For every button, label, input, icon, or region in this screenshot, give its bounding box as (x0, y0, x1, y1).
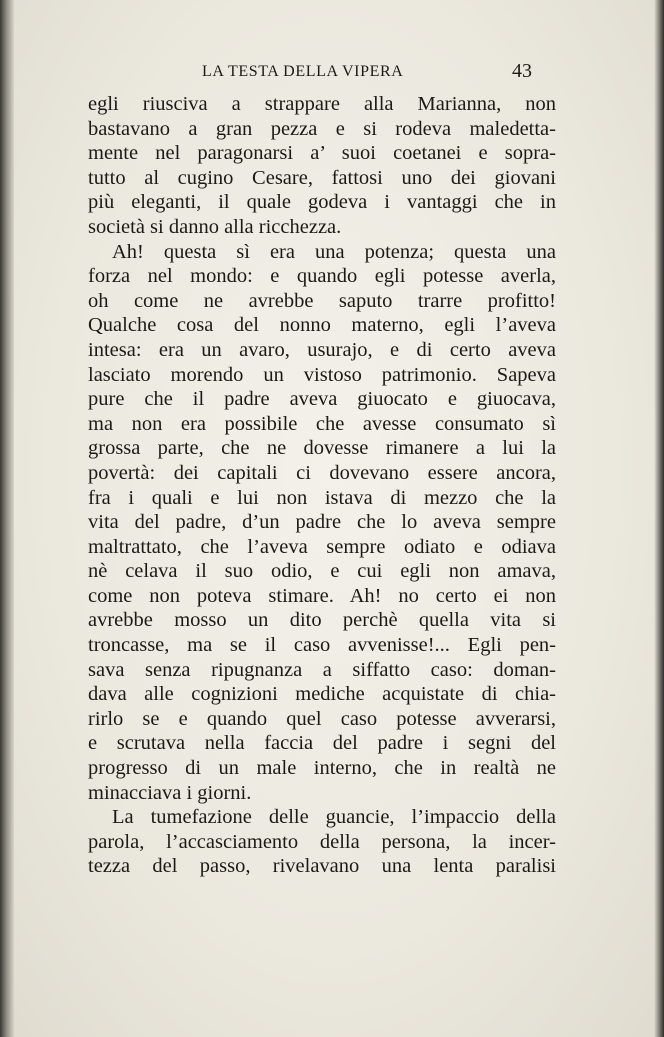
text-line: parola, l’accasciamento della persona, la incer- (88, 830, 556, 853)
text-line: tezza del passo, rivelavano una lenta paralisi (88, 855, 556, 878)
text-line: dava alle cognizioni mediche acquistate di chia- (88, 683, 556, 706)
text-line: società si danno alla ricchezza. (88, 215, 342, 238)
text-line: minacciava i giorni. (88, 781, 252, 804)
text-line: lasciato morendo un vistoso patrimonio. Sapeva (88, 363, 556, 386)
text-line: fra i quali e lui non istava di mezzo che la (88, 486, 556, 509)
text-line: maltrattato, che l’aveva sempre odiato e odiava (88, 535, 556, 558)
text-line: oh come ne avrebbe saputo trarre profitto! (88, 289, 556, 312)
text-line: troncasse, ma se il caso avvenisse!... Egli pen- (88, 634, 556, 657)
text-line: La tumefazione delle guancie, l’impaccio della (112, 806, 556, 829)
text-line: egli riusciva a strappare alla Marianna, non (88, 93, 556, 115)
text-line: povertà: dei capitali ci dovevano essere ancora, (88, 461, 556, 484)
text-line: Ah! questa sì era una potenza; questa una (112, 240, 556, 263)
text-line: ma non era possibile che avesse consumato sì (88, 412, 556, 435)
text-line: tutto al cugino Cesare, fattosi uno dei giovani (88, 166, 556, 189)
text-line: sava senza ripugnanza a siffatto caso: doman- (88, 658, 556, 681)
text-line: bastavano a gran pezza e si rodeva maledetta- (88, 117, 556, 140)
text-line: nè celava il suo odio, e cui egli non amava, (88, 560, 556, 583)
text-line: pure che il padre aveva giuocato e giuocava, (88, 388, 556, 411)
text-line: grossa parte, che ne dovesse rimanere a lui la (88, 437, 556, 460)
text-line: più eleganti, il quale godeva i vantaggi che in (88, 191, 556, 214)
text-line: forza nel mondo: e quando egli potesse averla, (88, 265, 556, 288)
running-title: LA TESTA DELLA VIPERA (202, 63, 404, 80)
book-spine-shadow (0, 0, 14, 1037)
text-line: progresso di un male interno, che in realtà ne (88, 757, 556, 780)
text-line: e scrutava nella faccia del padre i segni del (88, 732, 556, 755)
page-edge-shadow (654, 0, 664, 1037)
text-line: mente nel paragonarsi a’ suoi coetanei e sopra- (88, 142, 556, 165)
text-line: rirlo se e quando quel caso potesse avverarsi, (88, 707, 556, 730)
text-line: avrebbe mosso un dito perchè quella vita si (88, 609, 556, 632)
text-line: Qualche cosa del nonno materno, egli l’aveva (88, 314, 556, 337)
body-text (88, 92, 556, 879)
page-header (88, 60, 556, 90)
page-number: 43 (512, 60, 532, 82)
text-line: intesa: era un avaro, usurajo, e di certo aveva (88, 338, 556, 361)
text-line: vita del padre, d’un padre che lo aveva sempre (88, 511, 556, 534)
text-line: come non poteva stimare. Ah! no certo ei non (88, 584, 556, 607)
